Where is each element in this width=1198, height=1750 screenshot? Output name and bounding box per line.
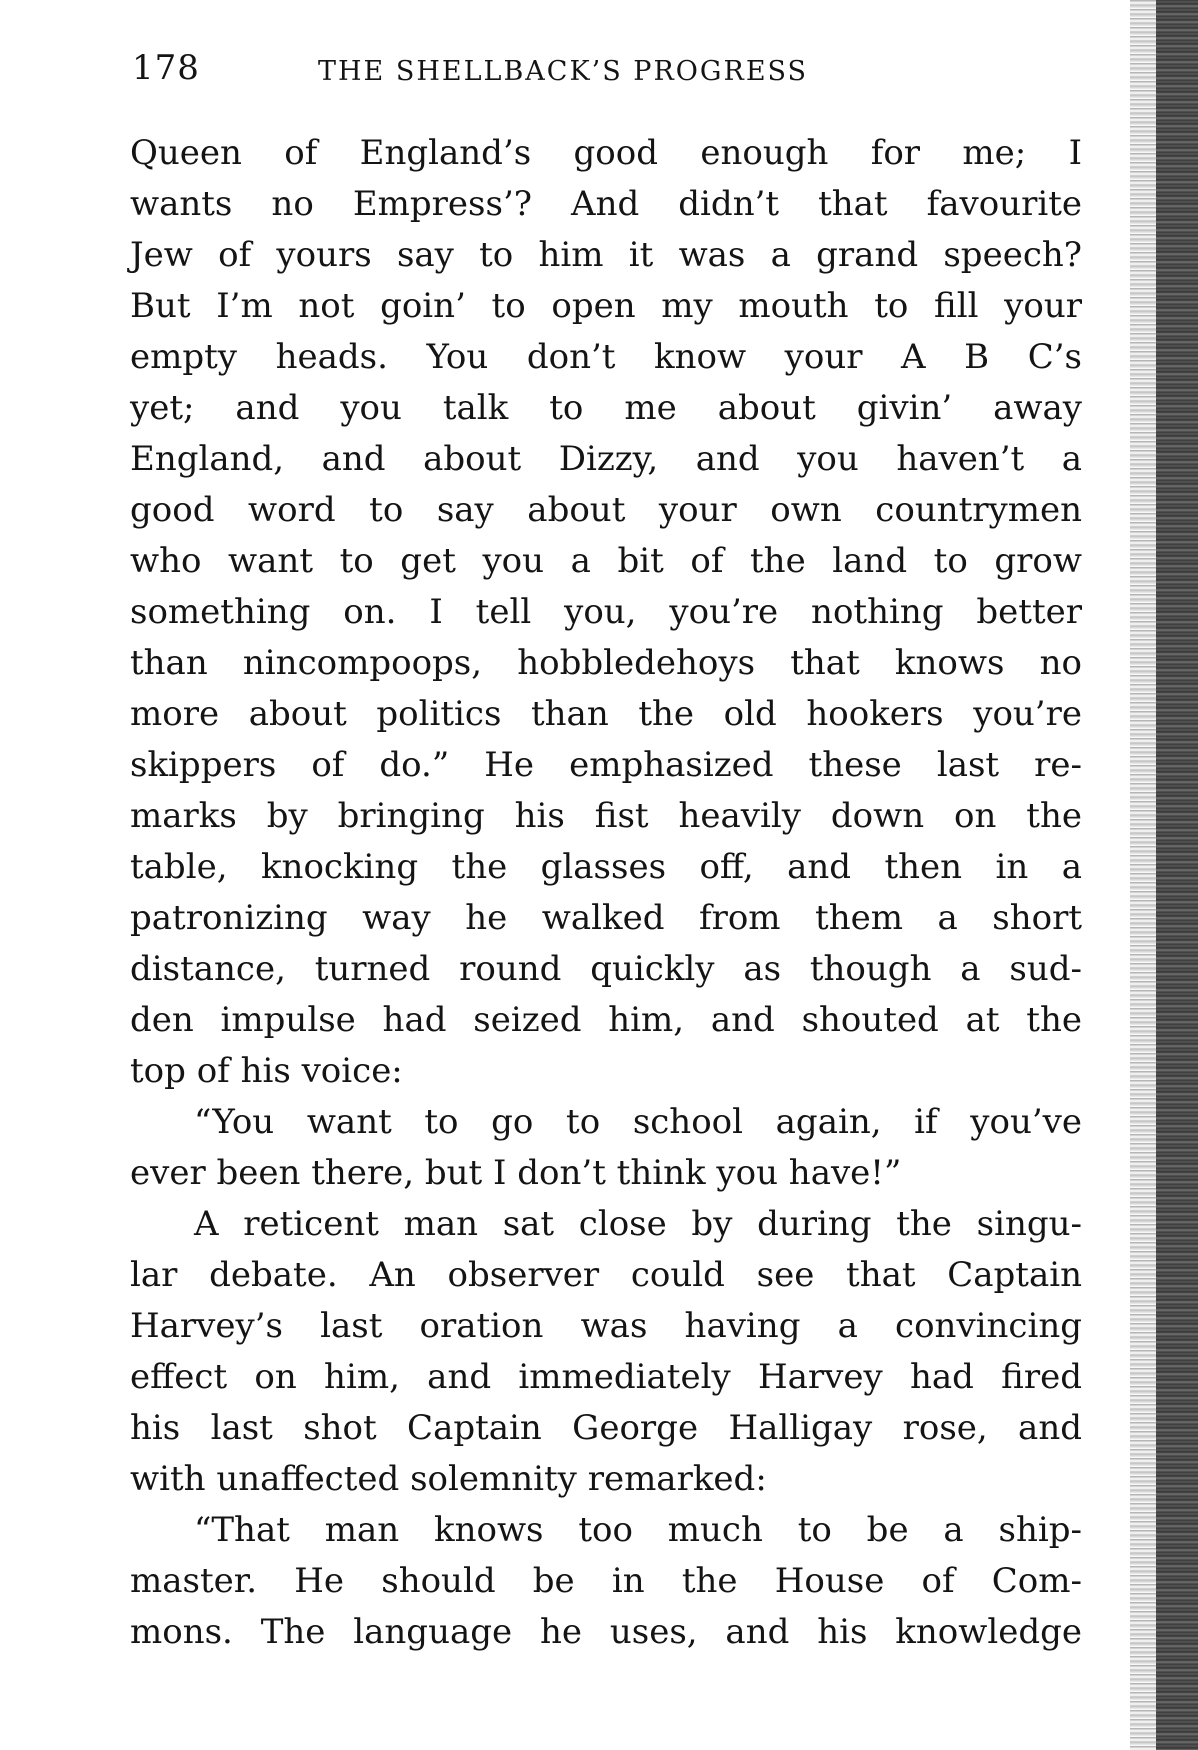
text-line: “That man knows too much to be a ship-	[194, 1510, 1082, 1550]
text-line: effect on him, and immediately Harvey had fired	[130, 1357, 1082, 1397]
text-line: A reticent man sat close by during the singu-	[194, 1204, 1082, 1244]
text-line: more about politics than the old hookers you’re	[130, 694, 1082, 734]
text-line: But I’m not goin’ to open my mouth to fill your	[130, 286, 1082, 326]
text-line: who want to get you a bit of the land to grow	[130, 541, 1082, 581]
text-line: marks by bringing his fist heavily down on the	[130, 796, 1082, 836]
text-line: yet; and you talk to me about givin’ away	[130, 388, 1082, 428]
text-line: Queen of England’s good enough for me; I	[130, 133, 1082, 173]
text-line: table, knocking the glasses off, and then in a	[130, 847, 1082, 887]
text-line: skippers of do.” He emphasized these last re-	[130, 745, 1082, 785]
text-line: distance, turned round quickly as though a sud-	[130, 949, 1082, 989]
text-line: empty heads. You don’t know your A B C’s	[130, 337, 1082, 377]
text-line: than nincompoops, hobbledehoys that knows no	[130, 643, 1082, 683]
body-text	[130, 128, 1082, 1658]
text-line: den impulse had seized him, and shouted at the	[130, 1000, 1082, 1040]
text-line: England, and about Dizzy, and you haven’t a	[130, 439, 1082, 479]
text-line: master. He should be in the House of Com-	[130, 1561, 1082, 1601]
text-line: his last shot Captain George Halligay rose, and	[130, 1408, 1082, 1448]
text-line: something on. I tell you, you’re nothing better	[130, 592, 1082, 632]
text-line: top of his voice:	[130, 1051, 403, 1091]
text-line: ever been there, but I don’t think you have!”	[130, 1153, 902, 1193]
text-line: with unaffected solemnity remarked:	[130, 1459, 767, 1499]
text-line: wants no Empress’? And didn’t that favourite	[130, 184, 1082, 224]
text-line: lar debate. An observer could see that Captain	[130, 1255, 1082, 1295]
text-line: Harvey’s last oration was having a convincing	[130, 1306, 1082, 1346]
text-line: Jew of yours say to him it was a grand speech?	[130, 235, 1082, 275]
text-line: patronizing way he walked from them a short	[130, 898, 1082, 938]
page-number: 178	[132, 48, 200, 88]
running-title: THE SHELLBACK’S PROGRESS	[318, 56, 809, 87]
scan-gutter-shadow	[1130, 0, 1156, 1750]
text-line: mons. The language he uses, and his knowledge	[130, 1612, 1082, 1652]
text-line: “You want to go to school again, if you’ve	[194, 1102, 1082, 1142]
text-line: good word to say about your own countrymen	[130, 490, 1082, 530]
scan-gutter-edge	[1156, 0, 1198, 1750]
